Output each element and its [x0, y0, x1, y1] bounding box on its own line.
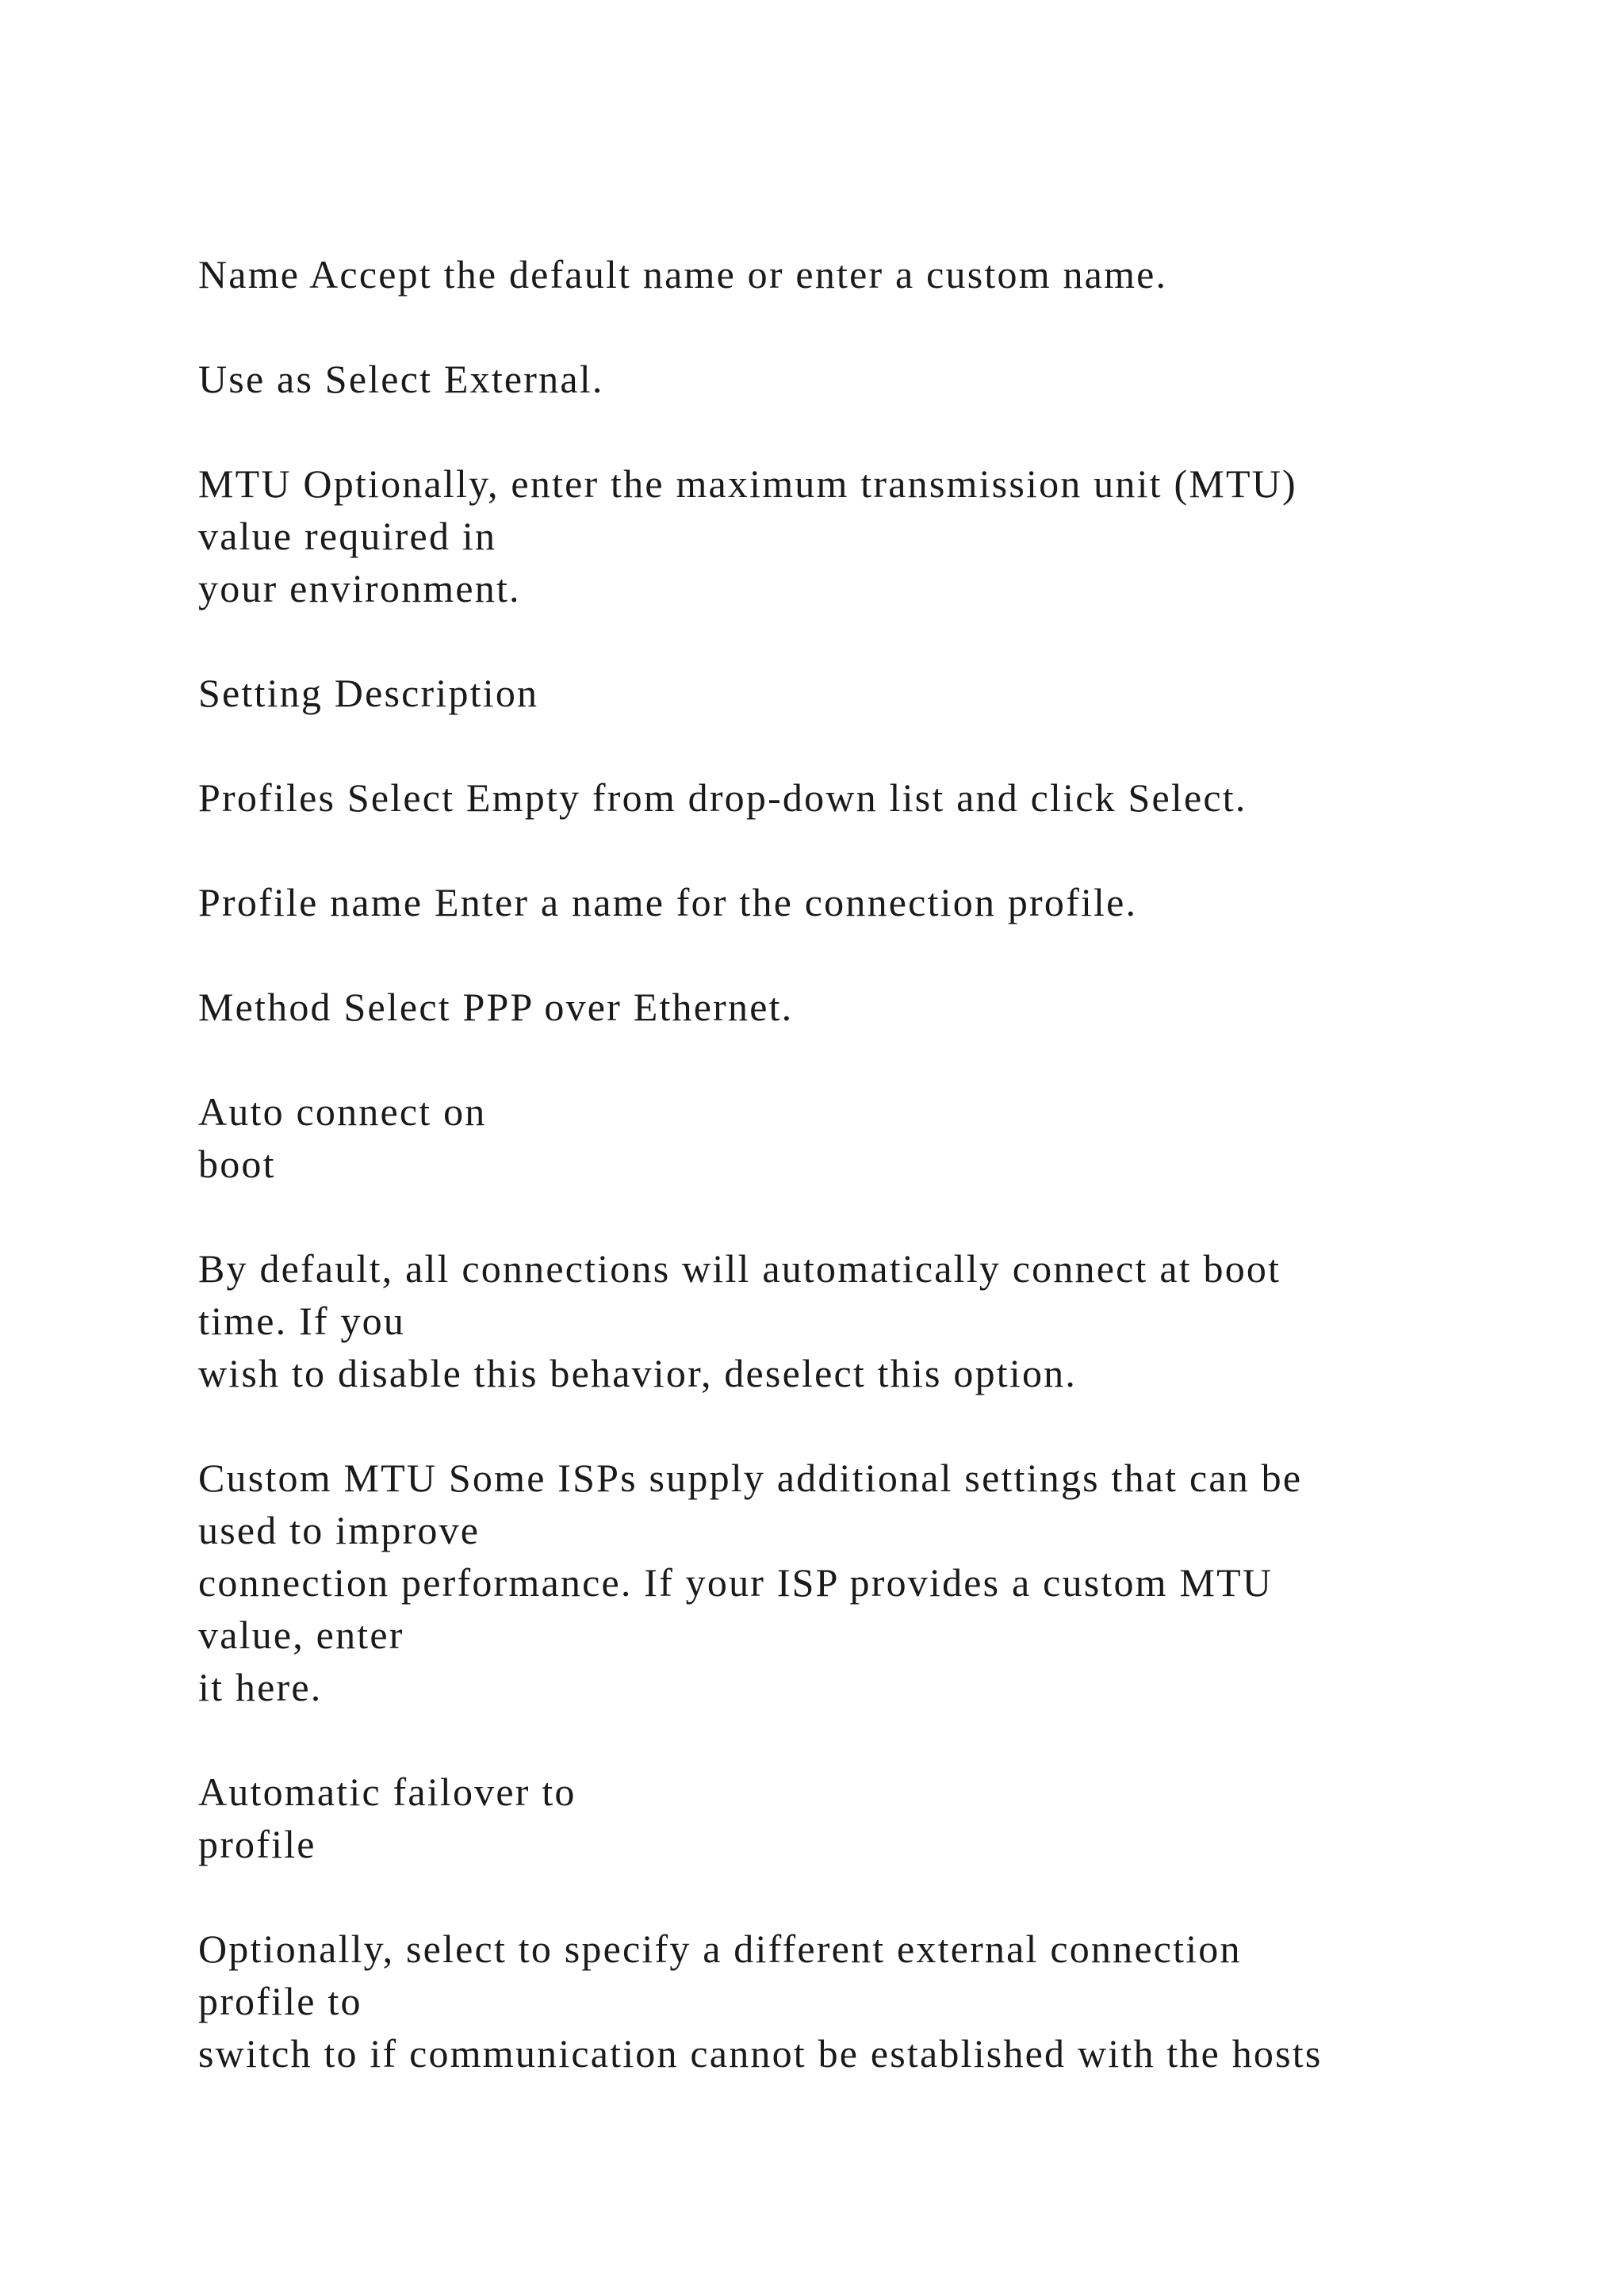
text-line: Name Accept the default name or enter a custom name. — [198, 252, 1168, 297]
text-line: used to improve — [198, 1508, 481, 1552]
text-line: wish to disable this behavior, deselect this option. — [198, 1351, 1078, 1395]
text-line: profile to — [198, 1979, 362, 2023]
paragraph-custom-mtu — [198, 1452, 1546, 1713]
text-line: your environment. — [198, 566, 521, 610]
paragraph-automatic-failover — [198, 1766, 1546, 1870]
text-line: Profile name Enter a name for the connection profile. — [198, 880, 1138, 924]
paragraph-auto-connect — [198, 1085, 1546, 1190]
paragraph-auto-connect-description — [198, 1242, 1546, 1399]
text-line: profile — [198, 1822, 316, 1866]
text-line: it here. — [198, 1665, 323, 1709]
text-line: Auto connect on — [198, 1089, 487, 1134]
text-line: By default, all connections will automatically connect at boot — [198, 1246, 1281, 1291]
paragraph-use-as — [198, 353, 1546, 405]
text-line: connection performance. If your ISP provides a custom MTU — [198, 1560, 1274, 1605]
paragraph-setting-description — [198, 667, 1546, 719]
paragraph-method — [198, 981, 1546, 1033]
text-line: value required in — [198, 514, 497, 558]
text-line: time. If you — [198, 1299, 406, 1343]
text-line: MTU Optionally, enter the maximum transmission unit (MTU) — [198, 461, 1297, 506]
text-line: Use as Select External. — [198, 357, 604, 401]
text-line: Method Select PPP over Ethernet. — [198, 985, 794, 1029]
paragraph-profiles — [198, 771, 1546, 824]
text-line: switch to if communication cannot be established with the hosts — [198, 2031, 1323, 2076]
text-line: Setting Description — [198, 671, 539, 715]
document-body — [198, 248, 1546, 2132]
text-line: Profiles Select Empty from drop-down list and click Select. — [198, 775, 1247, 820]
paragraph-failover-description — [198, 1923, 1546, 2080]
text-line: Optionally, select to specify a different external connection — [198, 1927, 1242, 1971]
text-line: value, enter — [198, 1613, 404, 1657]
paragraph-profile-name — [198, 876, 1546, 928]
text-line: Custom MTU Some ISPs supply additional settings that can be — [198, 1456, 1303, 1500]
paragraph-name — [198, 248, 1546, 300]
text-line: Automatic failover to — [198, 1770, 576, 1814]
paragraph-mtu — [198, 457, 1546, 614]
text-line: boot — [198, 1142, 276, 1186]
